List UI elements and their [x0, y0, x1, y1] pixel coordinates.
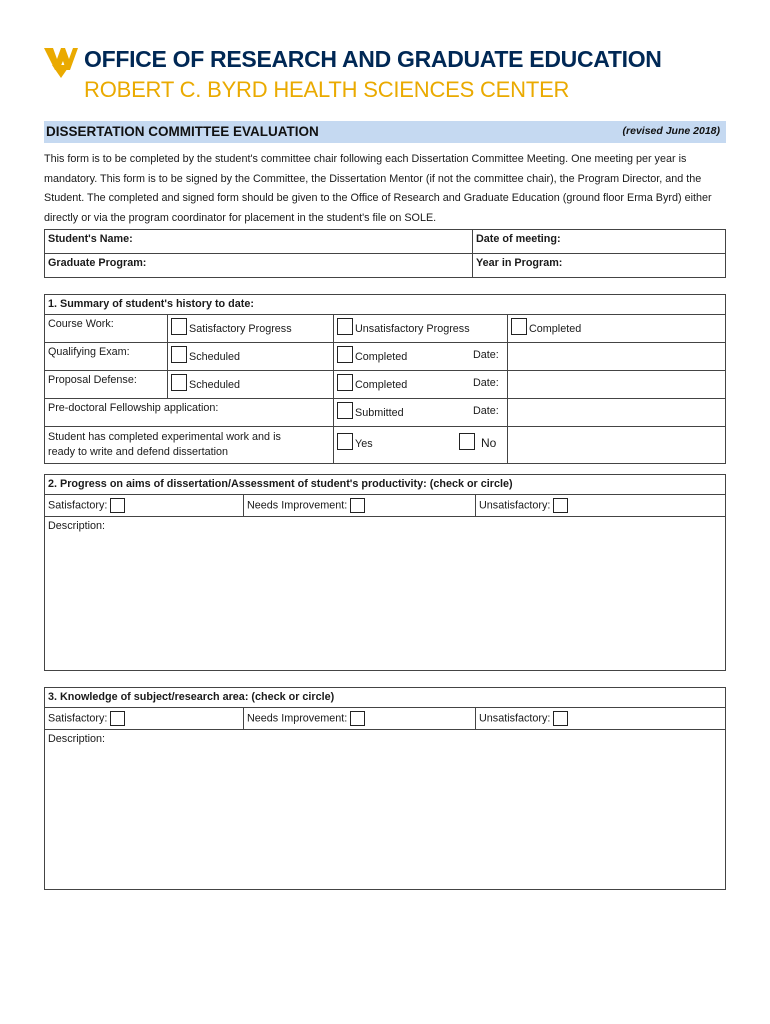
proposal-completed-label: Completed [355, 379, 408, 391]
graduate-program-label: Graduate Program: [48, 257, 147, 269]
course-work-completed-checkbox[interactable] [511, 318, 527, 335]
letterhead [44, 44, 734, 104]
s2-needs-improvement-checkbox[interactable] [350, 498, 365, 513]
ready-to-defend-label: Student has completed experimental work and is ready to write and defend dissertation [45, 427, 334, 464]
satisfactory-progress-checkbox[interactable] [171, 318, 187, 335]
proposal-defense-label: Proposal Defense: [45, 371, 168, 399]
s3-needs-improvement-label: Needs Improvement: [247, 712, 348, 725]
s3-unsatisfactory-checkbox[interactable] [553, 711, 568, 726]
meeting-date-field[interactable] [473, 230, 726, 254]
org-subname: ROBERT C. BYRD HEALTH SCIENCES CENTER [84, 77, 570, 102]
form-instructions: This form is to be completed by the student's committee chair following each Dissertation Committee Meeting. One meeting per year is mandatory. This form is to be signed by the Committee, the Dissertation Mentor (if not the committee chair), the Program Director, and the Student. The completed and signed form should be given to the Office of Research and Graduate Education (ground floor Erma Byrd) either directly or via the program coordinator for placement in the student's file on SOLE. [44, 153, 712, 224]
fellowship-submitted-option[interactable] [337, 402, 404, 419]
fellowship-date-field[interactable] [473, 399, 726, 427]
s3-description-label: Description: [48, 733, 106, 745]
proposal-scheduled-option[interactable] [171, 374, 240, 391]
fellowship-label: Pre-doctoral Fellowship application: [45, 399, 334, 427]
form-title-bar [44, 121, 726, 143]
course-work-completed-option[interactable] [511, 318, 581, 335]
student-name-label: Student's Name: [48, 233, 133, 245]
revision-date: (revised June 2018) [622, 125, 720, 137]
qualifying-scheduled-option[interactable] [171, 346, 240, 363]
satisfactory-progress-option[interactable] [171, 318, 292, 335]
proposal-completed-checkbox[interactable] [337, 374, 353, 391]
ready-no-option[interactable] [459, 433, 496, 450]
ready-no-label: No [481, 436, 497, 450]
s2-unsatisfactory-label: Unsatisfactory: [479, 499, 551, 512]
qualifying-exam-label: Qualifying Exam: [45, 343, 168, 371]
satisfactory-progress-label: Satisfactory Progress [189, 323, 292, 335]
student-name-field[interactable] [45, 230, 473, 254]
unsatisfactory-progress-label: Unsatisfactory Progress [355, 323, 470, 335]
org-name: OFFICE OF RESEARCH AND GRADUATE EDUCATION [84, 46, 662, 72]
ready-yes-option[interactable] [337, 433, 373, 450]
qualifying-completed-label: Completed [355, 351, 408, 363]
fellowship-date-label: Date: [473, 405, 499, 417]
qualifying-scheduled-checkbox[interactable] [171, 346, 187, 363]
graduate-program-field[interactable] [45, 254, 473, 278]
proposal-date-field[interactable] [473, 371, 726, 399]
form-title: DISSERTATION COMMITTEE EVALUATION [46, 124, 319, 139]
section-1-history [44, 294, 726, 464]
s2-satisfactory-checkbox[interactable] [110, 498, 125, 513]
section-3-knowledge [44, 687, 726, 890]
course-work-label: Course Work: [45, 315, 168, 343]
ready-yes-checkbox[interactable] [337, 433, 353, 450]
s3-unsatisfactory-label: Unsatisfactory: [479, 712, 551, 725]
year-in-program-field[interactable] [473, 254, 726, 278]
ready-yes-label: Yes [355, 438, 373, 450]
unsatisfactory-progress-checkbox[interactable] [337, 318, 353, 335]
section-2-progress [44, 474, 726, 671]
s2-description-field[interactable] [45, 517, 726, 671]
s3-satisfactory-checkbox[interactable] [110, 711, 125, 726]
course-work-completed-label: Completed [529, 323, 582, 335]
section-2-heading: 2. Progress on aims of dissertation/Assessment of student's productivity: (check or circle) [45, 475, 726, 495]
proposal-completed-option[interactable] [337, 374, 407, 391]
section-1-heading: 1. Summary of student's history to date: [45, 295, 726, 315]
s3-description-field[interactable] [45, 730, 726, 890]
unsatisfactory-progress-option[interactable] [337, 318, 470, 335]
proposal-date-label: Date: [473, 377, 499, 389]
year-in-program-label: Year in Program: [476, 257, 563, 269]
s3-needs-improvement-checkbox[interactable] [350, 711, 365, 726]
qualifying-completed-checkbox[interactable] [337, 346, 353, 363]
proposal-scheduled-checkbox[interactable] [171, 374, 187, 391]
fellowship-submitted-checkbox[interactable] [337, 402, 353, 419]
s2-unsatisfactory-checkbox[interactable] [553, 498, 568, 513]
qualifying-date-field[interactable] [473, 343, 726, 371]
s3-satisfactory-label: Satisfactory: [48, 712, 108, 725]
proposal-scheduled-label: Scheduled [189, 379, 241, 391]
meeting-date-label: Date of meeting: [476, 233, 561, 245]
qualifying-date-label: Date: [473, 349, 499, 361]
qualifying-scheduled-label: Scheduled [189, 351, 241, 363]
s2-satisfactory-label: Satisfactory: [48, 499, 108, 512]
qualifying-completed-option[interactable] [337, 346, 407, 363]
wv-flying-wv-logo-icon [44, 48, 78, 78]
ready-no-checkbox[interactable] [459, 433, 475, 450]
fellowship-submitted-label: Submitted [355, 407, 404, 419]
s2-description-label: Description: [48, 520, 106, 532]
section-3-heading: 3. Knowledge of subject/research area: (check or circle) [45, 688, 726, 708]
s2-needs-improvement-label: Needs Improvement: [247, 499, 348, 512]
student-info-table [44, 229, 726, 278]
